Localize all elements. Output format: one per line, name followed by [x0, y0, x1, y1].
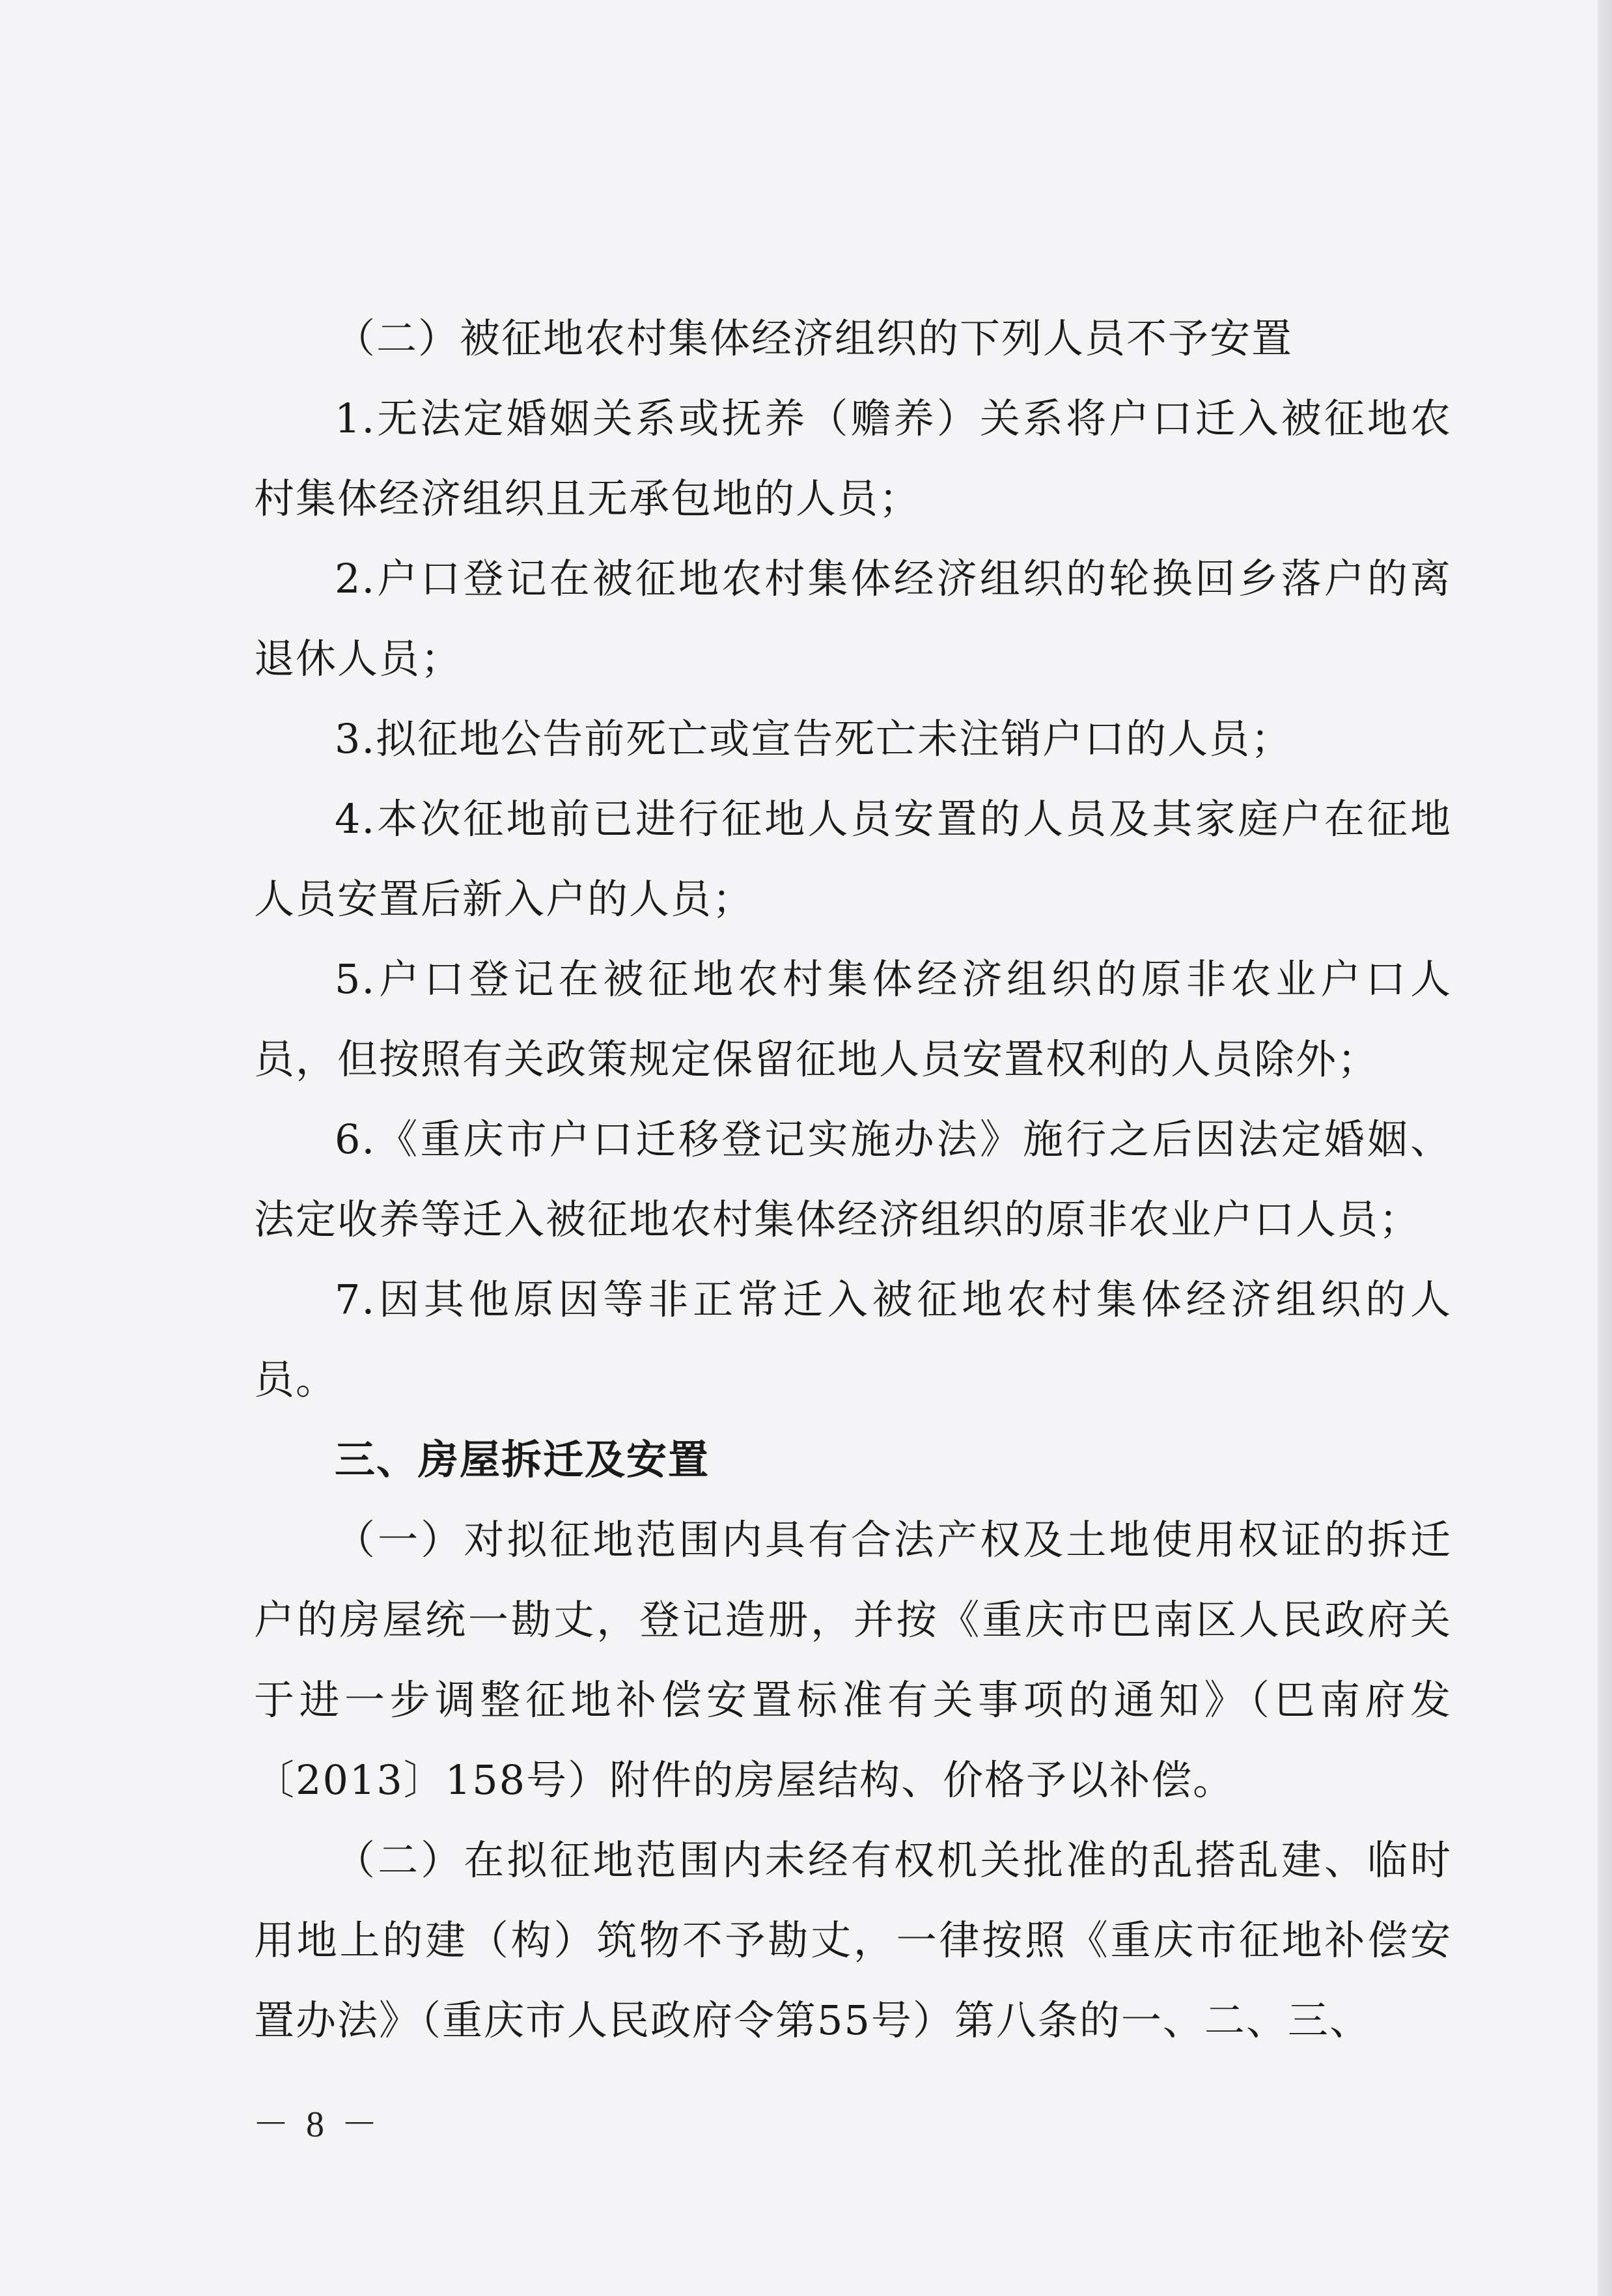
list-item-4: 4.本次征地前已进行征地人员安置的人员及其家庭户在征地人员安置后新入户的人员； [254, 795, 1452, 923]
list-item-7: 7.因其他原因等非正常迁入被征地农村集体经济组织的人员。 [254, 1276, 1452, 1403]
list-item-3: 3.拟征地公告前死亡或宣告死亡未注销户口的人员； [335, 715, 1293, 763]
scan-edge [1598, 0, 1612, 2296]
page-number: － 8 － [253, 2105, 382, 2145]
list-item-5: 5.户口登记在被征地农村集体经济组织的原非农业户口人员，但按照有关政策规定保留征地人员安置权利的人员除外； [254, 955, 1452, 1083]
paragraph-2-2-heading: （二）被征地农村集体经济组织的下列人员不予安置 [335, 315, 1294, 362]
paragraph-3-1: （一）对拟征地范围内具有合法产权及土地使用权证的拆迁户的房屋统一勘丈，登记造册，并按《重庆市巴南区人民政府关于进一步调整征地补偿安置标准有关事项的通知》（巴南府发〔2013〕158号）附件的房屋结构、价格予以补偿。 [254, 1516, 1452, 1804]
list-item-2: 2.户口登记在被征地农村集体经济组织的轮换回乡落户的离退休人员； [254, 555, 1452, 682]
document-body [254, 298, 1452, 2060]
list-item-1: 1.无法定婚姻关系或抚养（赡养）关系将户口迁入被征地农村集体经济组织且无承包地的人员； [254, 395, 1452, 522]
paragraph-3-2: （二）在拟征地范围内未经有权机关批准的乱搭乱建、临时用地上的建（构）筑物不予勘丈，一律按照《重庆市征地补偿安置办法》（重庆市人民政府令第55号）第八条的一、二、三、 [254, 1836, 1452, 2044]
list-item-6: 6.《重庆市户口迁移登记实施办法》施行之后因法定婚姻、法定收养等迁入被征地农村集体经济组织的原非农业户口人员； [254, 1115, 1452, 1243]
section-heading-3: 三、房屋拆迁及安置 [335, 1436, 710, 1483]
